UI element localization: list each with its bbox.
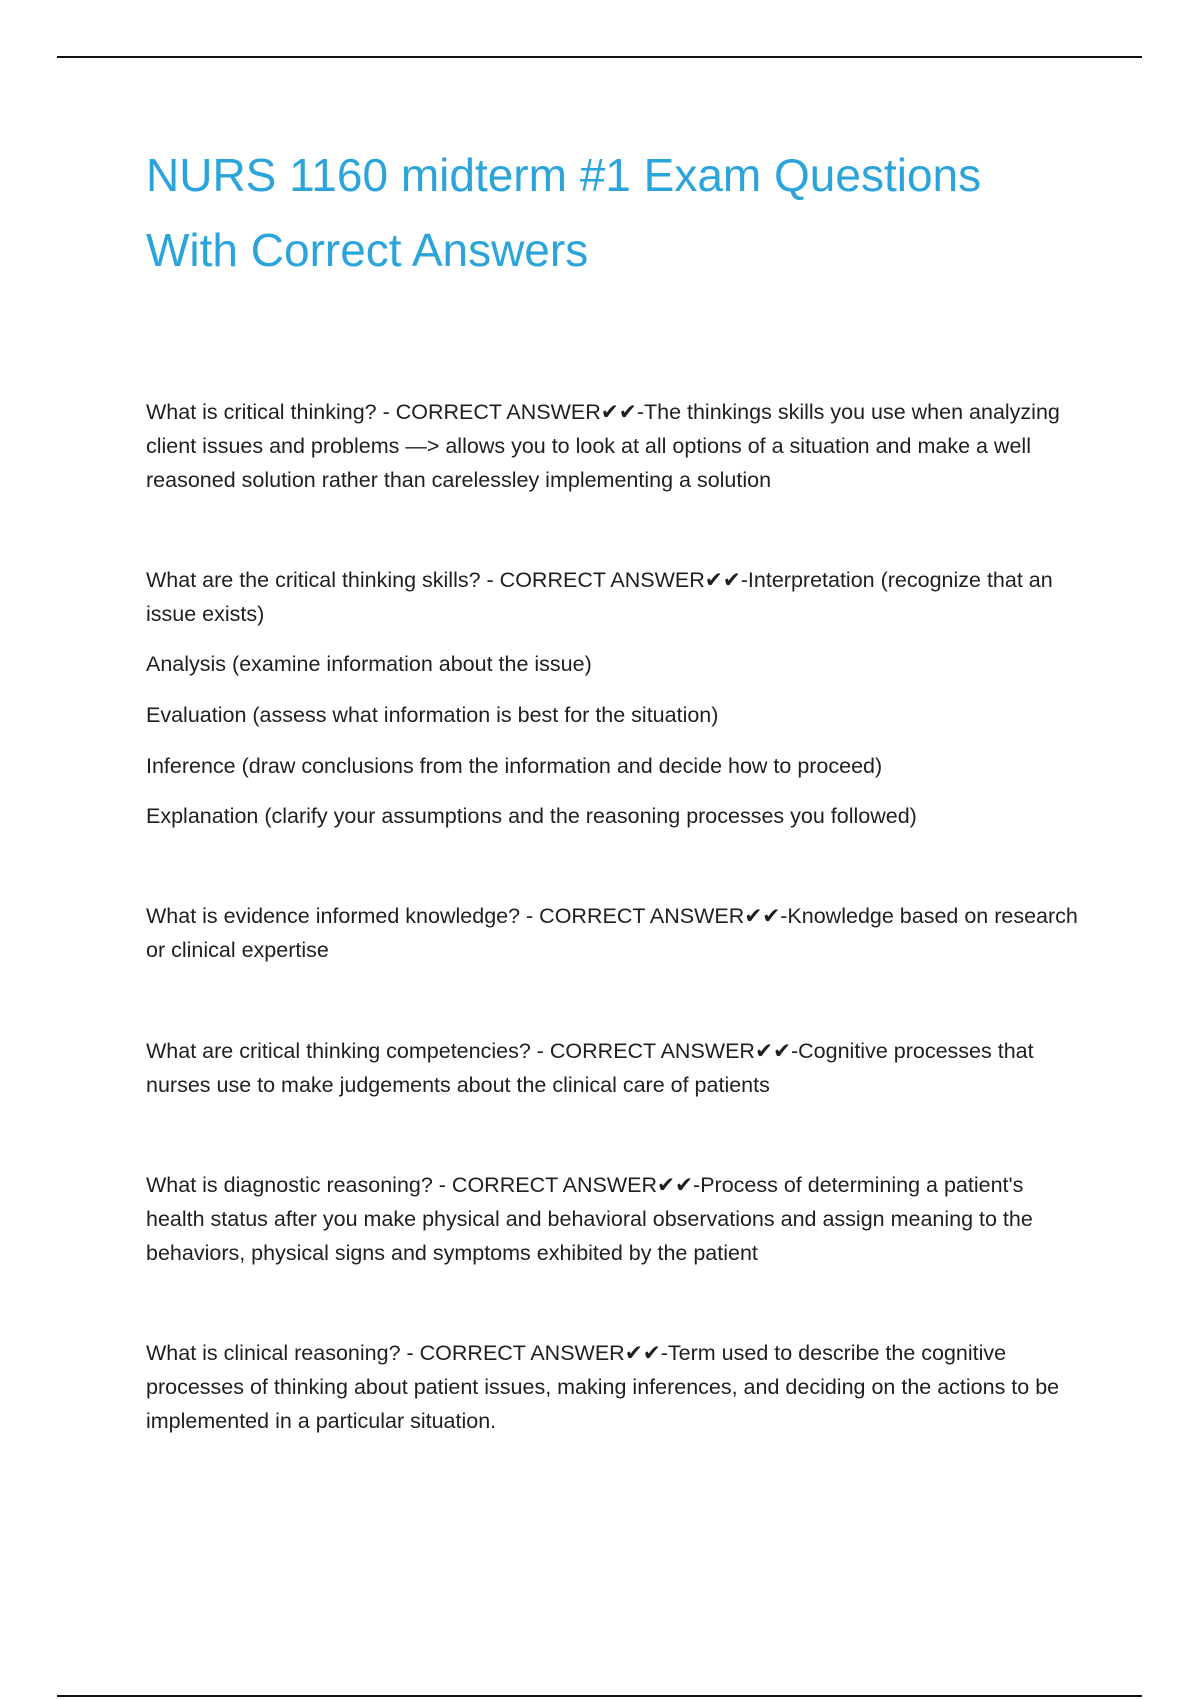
skill-explanation: Explanation (clarify your assumptions and the reasoning processes you followed): [146, 804, 917, 828]
title-line-2: With Correct Answers: [146, 224, 589, 276]
qa-diagnostic-reasoning: What is diagnostic reasoning? - CORRECT ANSWER✔✔-Process of determining a patient's health status after you make physical and behavioral observations and assign meaning to the behaviors, physical signs and symptoms exhibited by the patient: [146, 1173, 1033, 1265]
qa-critical-thinking: What is critical thinking? - CORRECT ANSWER✔✔-The thinkings skills you use when analyzing client issues and problems —> allows you to look at all options of a situation and make a well reasoned solution rather than carelessley implementing a solution: [146, 400, 1060, 492]
qa-critical-thinking-competencies: What are critical thinking competencies? - CORRECT ANSWER✔✔-Cognitive processes that nurses use to make judgements about the clinical care of patients: [146, 1039, 1034, 1097]
qa-critical-thinking-skills: What are the critical thinking skills? - CORRECT ANSWER✔✔-Interpretation (recognize that an issue exists): [146, 568, 1053, 626]
qa-evidence-informed-knowledge: What is evidence informed knowledge? - CORRECT ANSWER✔✔-Knowledge based on research or clinical expertise: [146, 904, 1078, 962]
qa-clinical-reasoning: What is clinical reasoning? - CORRECT ANSWER✔✔-Term used to describe the cognitive processes of thinking about patient issues, making inferences, and deciding on the actions to be implemented in a particular situation.: [146, 1341, 1060, 1433]
skill-evaluation: Evaluation (assess what information is best for the situation): [146, 703, 719, 727]
skill-inference: Inference (draw conclusions from the information and decide how to proceed): [146, 754, 883, 778]
skill-analysis: Analysis (examine information about the issue): [146, 652, 592, 676]
top-divider: [57, 56, 1142, 58]
document-title: [146, 138, 1106, 288]
bottom-divider: [57, 1695, 1142, 1697]
title-line-1: NURS 1160 midterm #1 Exam Questions: [146, 149, 982, 201]
